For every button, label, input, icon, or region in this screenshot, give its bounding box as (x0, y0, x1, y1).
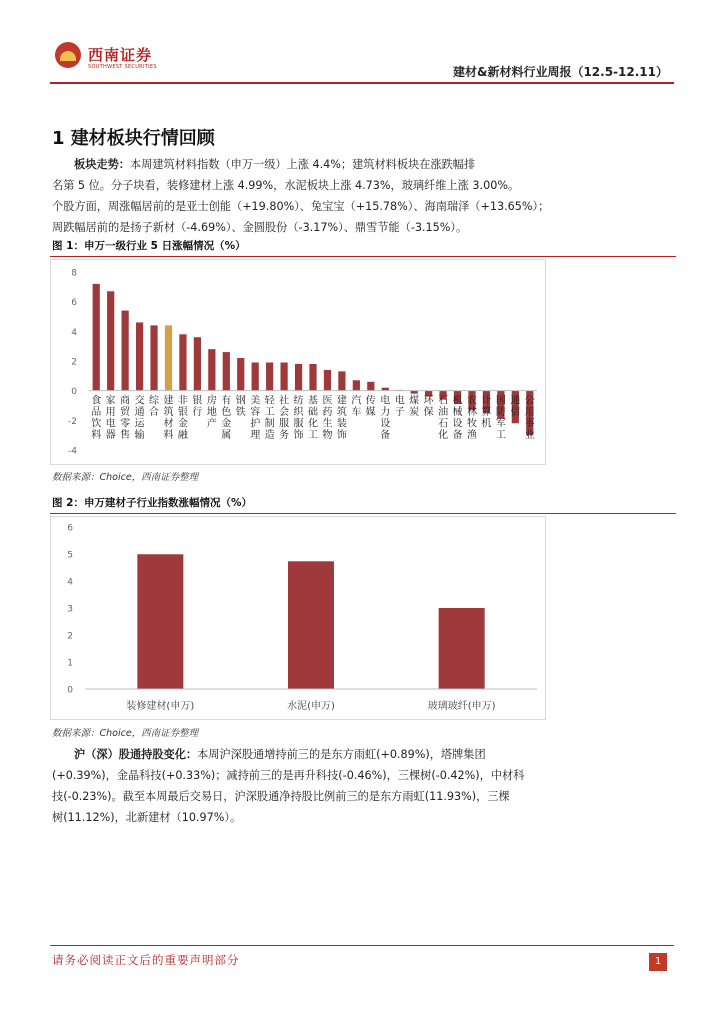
paragraph-line: 技(-0.23%)。截至本周最后交易日，沪深股通净持股比例前三的是东方雨虹(11.93%)，三棵 (52, 790, 510, 803)
subindustry-bar-chart (51, 517, 545, 719)
category-label-char: 药 (322, 407, 333, 419)
category-label-char: 务 (279, 430, 290, 442)
category-label-char: 传 (365, 395, 376, 407)
category-label-char: 输 (134, 430, 145, 442)
y-tick-label: 4 (67, 577, 73, 588)
category-label (366, 394, 376, 419)
category-label-char: 备 (380, 430, 391, 442)
bar-19 (353, 380, 360, 390)
category-label-char: 化 (438, 430, 449, 442)
y-tick-label: 8 (71, 268, 77, 279)
category-label-char: 社 (279, 395, 290, 407)
category-label-char: 医 (322, 395, 333, 407)
category-label-char: 属 (221, 430, 232, 442)
category-label-char: 通 (510, 395, 521, 407)
category-label-char: 设 (380, 418, 391, 430)
category-label (510, 395, 520, 419)
footer-disclaimer: 请务必阅读正文后的重要声明部分 (52, 953, 240, 967)
category-label (192, 394, 202, 419)
category-label-char: 石 (438, 418, 449, 430)
bar-1 (93, 284, 100, 391)
category-label (163, 394, 173, 442)
category-label-char: 生 (322, 418, 333, 430)
category-label-char: 饰 (293, 430, 304, 442)
category-label-char: 工 (495, 430, 506, 442)
category-label (207, 394, 217, 430)
category-label-char: 房 (206, 395, 217, 407)
category-label-char: 牧 (466, 418, 477, 430)
category-label (250, 394, 260, 442)
category-label-char: 家 (105, 395, 116, 407)
category-label-char: 械 (452, 407, 463, 419)
y-tick-label: 5 (67, 550, 73, 561)
category-label-char: 建 (336, 395, 347, 407)
category-label-char: 炭 (409, 407, 420, 419)
header-divider (50, 82, 674, 84)
category-label-char: 机 (481, 418, 492, 430)
category-label-char: 子 (394, 407, 405, 419)
category-label-char: 贸 (120, 407, 131, 419)
category-label (395, 394, 405, 419)
category-label-char: 工 (264, 407, 275, 419)
category-label: 装修建材(申万) (126, 701, 195, 712)
category-label-char: 林 (466, 407, 477, 419)
category-label-char: 电 (394, 395, 405, 407)
category-label-char: 服 (279, 418, 290, 430)
category-label-char: 色 (221, 407, 232, 419)
category-label-char: 基 (308, 395, 318, 407)
category-label (424, 395, 435, 419)
category-label-char: 电 (380, 395, 391, 407)
category-label-char: 用 (524, 407, 535, 419)
category-label: 玻璃玻纤(申万) (427, 701, 496, 712)
footer-divider (50, 945, 674, 946)
category-label (322, 395, 332, 442)
y-tick-label: -4 (68, 446, 77, 457)
category-label-char: 饰 (336, 430, 347, 442)
category-label-char: 业 (524, 430, 535, 442)
category-label-char: 服 (293, 418, 304, 430)
category-label-char: 铁 (235, 407, 246, 419)
category-label-char: 设 (452, 418, 463, 430)
category-label-char: 地 (206, 407, 217, 419)
category-label-char: 器 (105, 430, 116, 442)
category-label-char: 护 (250, 418, 261, 430)
category-label (106, 395, 116, 442)
bar-18 (338, 371, 345, 390)
category-label (337, 394, 347, 442)
paragraph-line: 树(11.12%)，北新建材（10.97%）。 (52, 811, 242, 824)
category-label-char: 石 (438, 395, 449, 407)
category-label-char: 事 (524, 418, 535, 430)
category-label-char: 媒 (365, 407, 376, 419)
category-label (453, 394, 463, 442)
category-label (265, 395, 276, 442)
category-label-char: 品 (91, 407, 102, 419)
category-label (438, 395, 448, 442)
northbound-holdings-paragraph (52, 744, 676, 828)
bar-2 (288, 561, 334, 689)
report-title: 建材&新材料行业周报（12.5-12.11） (452, 65, 668, 79)
bar-12 (252, 362, 259, 390)
section-title: 1 建材板块行情回顾 (52, 128, 215, 149)
figure2-title: 图 2：申万建材子行业指数涨幅情况（%） (52, 497, 252, 509)
category-label-char: 合 (149, 407, 160, 419)
category-label (351, 395, 361, 419)
bar-9 (208, 349, 215, 391)
category-label-char: 行 (192, 407, 203, 419)
category-label (236, 394, 246, 419)
category-label-char: 建 (163, 395, 174, 407)
bar-13 (266, 362, 273, 390)
category-label (149, 394, 160, 419)
figure2-divider (50, 513, 676, 514)
bar-14 (280, 362, 287, 390)
category-label-char: 银 (177, 407, 188, 419)
category-label-char: 钢 (235, 395, 246, 407)
category-label-char: 农 (466, 395, 477, 407)
category-label-char: 筑 (163, 407, 174, 419)
category-label-char: 环 (423, 395, 434, 407)
category-label-char: 保 (423, 407, 434, 419)
category-label-char: 制 (264, 418, 275, 430)
market-trend-paragraph (52, 154, 676, 238)
category-label-char: 备 (452, 430, 463, 442)
category-label-char: 运 (134, 418, 145, 430)
category-label-char: 料 (91, 430, 102, 442)
category-label-char: 用 (105, 407, 116, 419)
category-label-char: 纺 (293, 395, 304, 407)
paragraph-line (52, 744, 676, 765)
category-label-char: 军 (495, 418, 506, 430)
bar-11 (237, 358, 244, 391)
category-label-char: 汽 (351, 395, 362, 407)
figure1-chart-frame (50, 259, 546, 465)
category-label-char: 装 (336, 418, 347, 430)
bar-16 (309, 364, 316, 391)
category-label (120, 394, 131, 442)
category-label (481, 394, 491, 430)
y-tick-label: 6 (71, 298, 77, 309)
paragraph-lead: 沪（深）股通持股变化： (74, 748, 198, 761)
category-label (91, 394, 101, 442)
paragraph-line: 个股方面，周涨幅居前的是亚士创能（+19.80%）、兔宝宝（+15.78%）、海南瑞泽（+13.65%）； (52, 200, 550, 213)
bar-3 (122, 311, 129, 391)
category-label (308, 394, 318, 442)
category-label-char: 售 (120, 430, 131, 442)
paragraph-line (52, 154, 676, 175)
y-tick-label: 3 (67, 604, 73, 615)
category-label-char: 料 (163, 430, 174, 442)
paragraph-lead: 板块走势： (74, 158, 130, 171)
category-label (135, 394, 146, 442)
category-label-char: 车 (351, 407, 362, 419)
category-label-char: 轻 (264, 395, 275, 407)
category-label-char: 煤 (409, 395, 420, 407)
category-label-char: 零 (120, 418, 131, 430)
category-label (221, 394, 231, 442)
figure1-title: 图 1：申万一级行业 5 日涨幅情况（%） (52, 240, 246, 252)
paragraph-text: 本周沪深股通增持前三的是东方雨虹(+0.89%)，塔牌集团 (197, 748, 486, 761)
bar-4 (136, 322, 143, 390)
paragraph-line: 名第 5 位。分子块看，装修建材上涨 4.99%，水泥板块上涨 4.73%，玻璃纤维上涨 3.00%。 (52, 179, 520, 192)
company-logo-icon (55, 42, 81, 68)
category-label (496, 395, 506, 442)
bar-5 (150, 325, 157, 390)
category-label-char: 油 (438, 407, 449, 419)
figure2-source: 数据来源：Choice，西南证券整理 (52, 728, 199, 739)
category-label-char: 织 (293, 407, 304, 419)
category-label-char: 非 (177, 395, 188, 407)
category-label-char: 造 (264, 430, 275, 442)
category-label (294, 394, 305, 442)
bar-3 (439, 608, 485, 689)
category-label-char: 银 (192, 395, 203, 407)
category-label-char: 综 (149, 395, 160, 407)
y-tick-label: 2 (67, 631, 73, 642)
bar-8 (194, 337, 201, 390)
category-label-char: 筑 (336, 407, 347, 419)
bar-1 (137, 554, 183, 689)
paragraph-text: 本周建筑材料指数（申万一级）上涨 4.4%；建筑材料板块在涨跌幅排 (129, 158, 476, 171)
bar-15 (295, 364, 302, 391)
y-tick-label: 2 (71, 357, 77, 368)
category-label (467, 394, 477, 442)
paragraph-line: 周跌幅居前的是扬子新材（-4.69%）、金圆股份（-3.17%）、鼎雪节能（-3.15%）。 (52, 221, 468, 234)
category-label-char: 有 (221, 395, 232, 407)
paragraph-line: (+0.39%)，金晶科技(+0.33%)；减持前三的是再升科技(-0.46%)，三棵树(-0.42%)，中材科 (52, 769, 525, 782)
y-tick-label: 4 (71, 327, 77, 338)
figure2-chart-frame (50, 516, 546, 720)
page-number: 1 (649, 953, 667, 971)
category-label (380, 394, 390, 442)
figure1-source: 数据来源：Choice，西南证券整理 (52, 472, 199, 483)
category-label-char: 饮 (91, 418, 102, 430)
category-label-char: 食 (91, 395, 102, 407)
category-label-char: 物 (322, 430, 333, 442)
category-label: 水泥(申万) (287, 701, 335, 712)
bar-7 (179, 334, 186, 390)
y-tick-label: 0 (71, 387, 77, 398)
category-label-char: 力 (380, 407, 391, 419)
category-label-char: 渔 (466, 430, 477, 442)
category-label (525, 396, 535, 442)
bar-2 (107, 291, 114, 390)
figure1-divider (50, 256, 676, 257)
category-label (279, 394, 289, 442)
bar-20 (367, 382, 374, 391)
y-tick-label: 1 (67, 658, 73, 669)
category-label-char: 工 (308, 430, 318, 442)
company-logo-subtext: SOUTHWEST SECURITIES (88, 64, 157, 70)
category-label-char: 金 (221, 418, 232, 430)
category-label-char: 美 (250, 395, 261, 407)
category-label (178, 394, 189, 442)
bar-17 (324, 370, 331, 391)
y-tick-label: -2 (68, 416, 77, 427)
category-label-char: 计 (481, 395, 492, 407)
y-tick-label: 6 (67, 523, 73, 534)
category-label-char: 电 (105, 418, 116, 430)
category-label-char: 通 (134, 407, 145, 419)
category-label-char: 容 (250, 407, 261, 419)
company-logo-text: 西南证券 (88, 46, 153, 64)
category-label (409, 394, 419, 419)
bar-10 (223, 352, 230, 391)
category-label-char: 交 (134, 395, 145, 407)
category-label-char: 理 (250, 430, 261, 442)
category-label-char: 算 (481, 407, 492, 419)
category-label-char: 国 (495, 395, 506, 407)
category-label-char: 商 (120, 395, 131, 407)
category-label-char: 公 (524, 395, 535, 407)
category-label-char: 化 (308, 418, 318, 430)
category-label-char: 信 (510, 407, 521, 419)
category-label-char: 础 (308, 407, 318, 419)
category-label-char: 防 (495, 407, 506, 419)
industry-bar-chart (51, 260, 545, 464)
category-label-char: 会 (279, 407, 290, 419)
bar-6 (165, 325, 172, 390)
category-label-char: 融 (177, 430, 188, 442)
category-label-char: 材 (163, 418, 174, 430)
category-label-char: 产 (206, 418, 217, 430)
y-tick-label: 0 (67, 685, 73, 696)
category-label-char: 金 (177, 418, 188, 430)
category-label-char: 机 (452, 395, 463, 407)
